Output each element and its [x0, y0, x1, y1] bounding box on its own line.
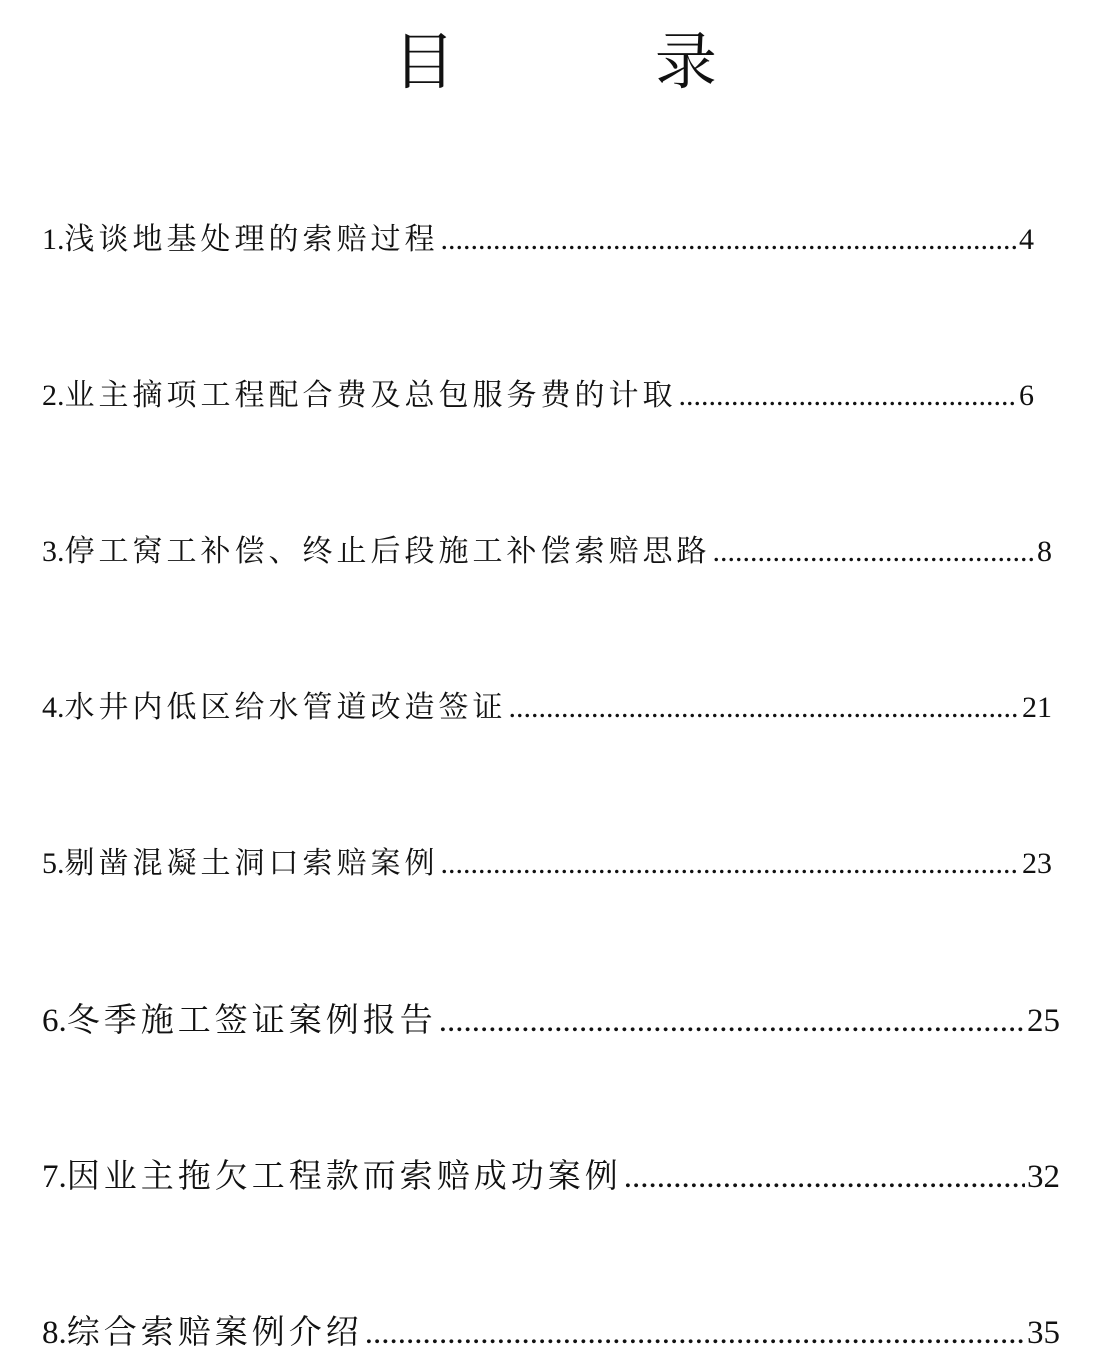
toc-entry-6[interactable]: [42, 998, 1060, 1042]
toc-entry-label: 剔凿混凝土洞口索赔案例: [64, 846, 439, 881]
toc-entry-label: 水井内低区给水管道改造签证: [64, 690, 507, 725]
toc-entry-label: 浅谈地基处理的索赔过程: [64, 222, 439, 257]
toc-entry-label: 因业主拖欠工程款而索赔成功案例: [66, 1156, 622, 1195]
toc-entry-number: 1.: [42, 223, 65, 256]
toc-entry-3[interactable]: [42, 530, 1052, 574]
toc-dot-leader: [509, 686, 1021, 730]
toc-entry-page: 21: [1022, 691, 1052, 724]
toc-entry-number: 8.: [42, 1315, 67, 1351]
toc-entry-label: 业主摘项工程配合费及总包服务费的计取: [64, 378, 677, 413]
toc-entry-2[interactable]: [42, 374, 1034, 418]
toc-entry-number: 2.: [42, 379, 65, 412]
toc-entry-8[interactable]: [42, 1310, 1060, 1354]
toc-entry-1[interactable]: [42, 218, 1034, 262]
toc-entry-label: 冬季施工签证案例报告: [66, 1000, 437, 1039]
toc-entry-7[interactable]: [42, 1154, 1060, 1198]
toc-dot-leader: [713, 530, 1036, 574]
toc-entry-number: 5.: [42, 847, 65, 880]
toc-entry-page: 4: [1019, 223, 1034, 256]
toc-entry-number: 3.: [42, 535, 65, 568]
toc-entry-label: 停工窝工补偿、终止后段施工补偿索赔思路: [64, 534, 711, 569]
toc-entry-number: 7.: [42, 1159, 67, 1195]
toc-entry-page: 35: [1027, 1315, 1060, 1351]
toc-entry-page: 25: [1027, 1003, 1060, 1039]
toc-entry-page: 6: [1019, 379, 1034, 412]
toc-dot-leader: [439, 999, 1025, 1043]
toc-entry-5[interactable]: [42, 842, 1052, 886]
toc-dot-leader: [441, 842, 1021, 886]
toc-entry-page: 23: [1022, 847, 1052, 880]
toc-dot-leader: [441, 218, 1018, 262]
toc-dot-leader: [365, 1311, 1025, 1355]
toc-dot-leader: [624, 1155, 1025, 1199]
toc-entry-number: 4.: [42, 691, 65, 724]
toc-entry-label: 综合索赔案例介绍: [66, 1312, 363, 1351]
toc-entry-4[interactable]: [42, 686, 1052, 730]
page-title: 目 录: [393, 25, 807, 98]
toc-entry-page: 32: [1027, 1159, 1060, 1195]
toc-dot-leader: [679, 374, 1018, 418]
toc-entry-number: 6.: [42, 1003, 67, 1039]
toc-entry-page: 8: [1037, 535, 1052, 568]
